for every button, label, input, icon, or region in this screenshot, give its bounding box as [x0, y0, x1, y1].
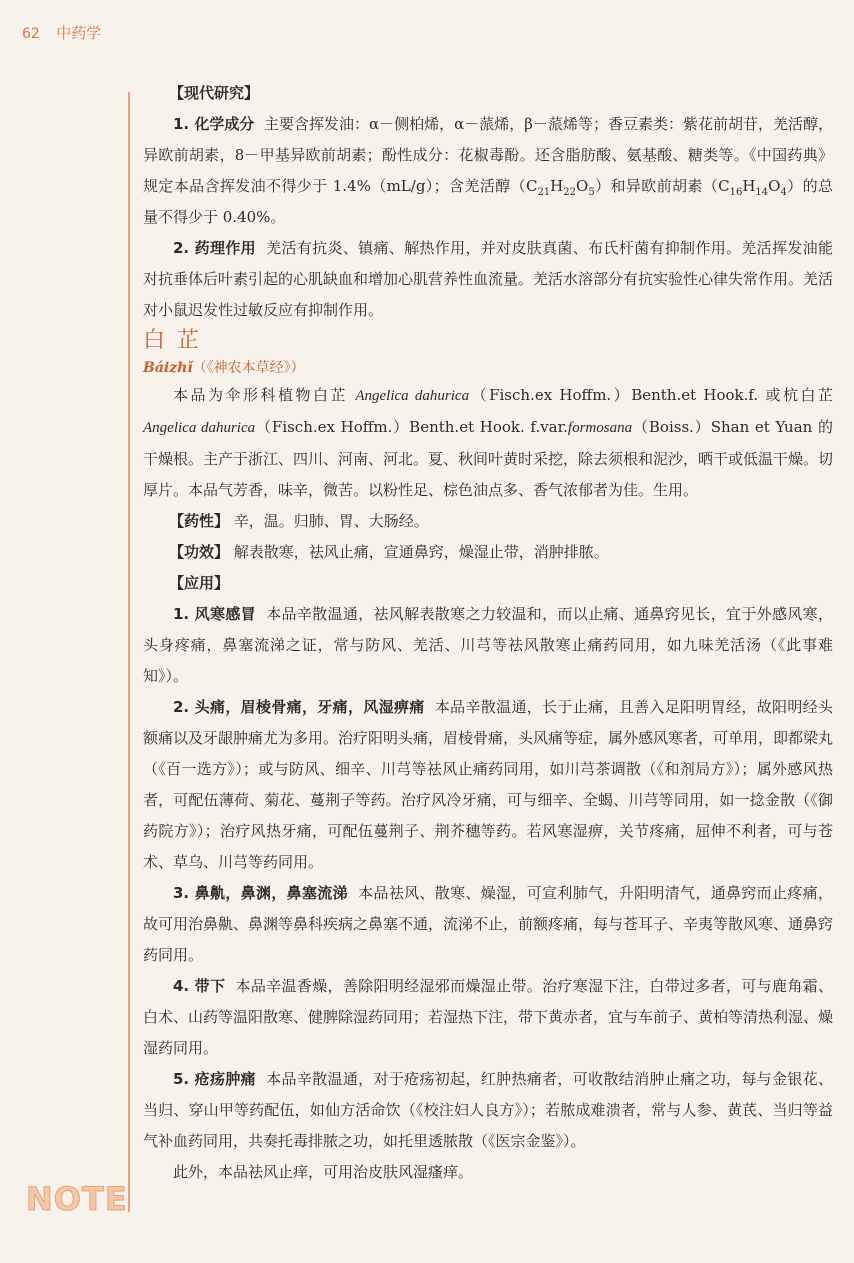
application-label: 【应用】	[169, 574, 230, 592]
efficacy-label: 【功效】	[169, 543, 230, 561]
latin-name: Angelica dahurica	[143, 420, 256, 436]
formula-el: H	[550, 177, 564, 195]
formula-sub: 16	[729, 187, 743, 198]
intro-text: （Fisch.ex Hoffm.）Benth.et Hook.f. 或杭白芷	[469, 386, 833, 404]
latin-name: formosana	[567, 420, 633, 436]
modern-research-heading: 【现代研究】	[169, 84, 260, 102]
nature-label: 【药性】	[169, 512, 230, 530]
latin-name: Angelica dahurica	[355, 388, 470, 404]
intro-text: （Boiss.）Shan et Yuan 的干燥根。主产于浙江、四川、河南、河北。夏、秋间叶黄时采挖，除去须根和泥沙，晒干或低温干燥。切厚片。本品气芳香，味辛，微苦。以粉性足、棕色油点多、香气浓郁者为佳。生用。	[143, 418, 834, 499]
pharmacology-text: 羌活有抗炎、镇痛、解热作用，并对皮肤真菌、布氏杆菌有抑制作用。羌活挥发油能对抗垂体后叶素引起的心肌缺血和增加心肌营养性血流量。羌活水溶部分有抗实验性心律失常作用。羌活对小鼠迟发性过敏反应有抑制作用。	[143, 239, 834, 319]
chemical-composition-paragraph	[143, 109, 833, 233]
herb-title: 白芷	[143, 328, 212, 353]
herb-subtitle	[143, 356, 833, 380]
efficacy-text: 解表散寒，祛风止痛，宣通鼻窍，燥湿止带，消肿排脓。	[233, 543, 609, 561]
use-paragraph	[143, 971, 833, 1064]
herb-pinyin: Báizhǐ	[143, 360, 193, 376]
formula-sub: 4	[780, 187, 787, 198]
herb-intro-paragraph	[143, 380, 833, 506]
use-label: 2. 头痛，眉棱骨痛，牙痛，风湿痹痛	[173, 698, 425, 716]
use-paragraph	[143, 692, 833, 878]
formula-el: O	[576, 177, 589, 195]
use-text: 本品辛散温通，祛风解表散寒之力较温和，而以止痛、通鼻窍见长，宜于外感风寒，头身疼痛，鼻塞流涕之证，常与防风、羌活、川芎等祛风散寒止痛药同用，如九味羌活汤（《此事难知》）。	[143, 605, 833, 685]
chemical-text-3: ）的总量不得少于 0.40%。	[143, 177, 833, 226]
use-label: 1. 风寒感冒	[173, 605, 256, 623]
use-label: 3. 鼻鼽，鼻渊，鼻塞流涕	[173, 884, 348, 902]
use-paragraph	[143, 599, 833, 692]
use-paragraph	[143, 1064, 833, 1157]
formula-sub: 5	[588, 187, 595, 198]
nature-line	[143, 506, 833, 537]
formula-sub: 14	[755, 187, 769, 198]
pharmacology-paragraph	[143, 233, 833, 326]
herb-source: （《神农本草经》）	[192, 360, 305, 376]
use-label: 5. 疮疡肿痛	[173, 1070, 256, 1088]
pharmacology-label: 2. 药理作用	[173, 239, 256, 257]
page-body	[143, 78, 833, 1188]
nature-text: 辛，温。归肺、胃、大肠经。	[233, 512, 429, 530]
use-text: 本品辛散温通，对于疮疡初起，红肿热痛者，可收散结消肿止痛之功，每与金银花、当归、穿山甲等药配伍，如仙方活命饮（《校注妇人良方》）；若脓成难溃者，常与人参、黄芪、当归等益气补血药同用，共奏托毒排脓之功，如托里透脓散（《医宗金鉴》）。	[143, 1070, 833, 1150]
use-text: 本品祛风、散寒、燥湿，可宣利肺气，升阳明清气，通鼻窍而止疼痛，故可用治鼻鼽、鼻渊等鼻科疾病之鼻塞不通，流涕不止，前额疼痛，每与苍耳子、辛夷等散风寒、通鼻窍药同用。	[143, 884, 834, 964]
intro-text: 本品为伞形科植物白芷	[173, 386, 356, 404]
use-label: 4. 带下	[173, 977, 226, 995]
closing-paragraph: 此外，本品祛风止痒，可用治皮肤风湿瘙痒。	[173, 1163, 474, 1181]
page-header	[22, 22, 101, 43]
use-paragraph	[143, 878, 833, 971]
note-watermark: NOTE	[26, 1180, 128, 1218]
application-heading-line	[143, 568, 833, 599]
use-text: 本品辛温香燥，善除阳明经湿邪而燥湿止带。治疗寒湿下注，白带过多者，可与鹿角霜、白术、山药等温阳散寒、健脾除湿药同用；若湿热下注，带下黄赤者，宜与车前子、黄柏等清热利湿、燥湿药同用。	[143, 977, 834, 1057]
formula-el: O	[768, 177, 781, 195]
formula-sub: 22	[563, 187, 576, 198]
formula-sub: 21	[537, 187, 551, 198]
page-number: 62	[22, 26, 40, 42]
intro-text: （Fisch.ex Hoffm.）Benth.et Hook. f.var.	[255, 418, 568, 436]
efficacy-line	[143, 537, 833, 568]
use-text: 本品辛散温通，长于止痛，且善入足阳明胃经，故阳明经头额痛以及牙龈肿痛尤为多用。治疗阳明头痛，眉棱骨痛，头风痛等症，属外感风寒者，可单用，即都梁丸（《百一选方》）；或与防风、细辛、川芎等祛风止痛药同用，如川芎茶调散（《和剂局方》）；属外感风热者，可配伍薄荷、菊花、蔓荆子等药。治疗风冷牙痛，可与细辛、全蝎、川芎等同用，如一捻金散（《御药院方》）；治疗风热牙痛，可配伍蔓荆子、荆芥穗等药。若风寒湿痹，关节疼痛，屈伸不利者，可与苍术、草乌、川芎等药同用。	[143, 698, 834, 871]
chemical-text-1: 主要含挥发油：α－侧柏烯，α－蒎烯，β－蒎烯等；香豆素类：紫花前胡苷，羌活醇，异欧前胡素，8－甲基异欧前胡素；酚性成分：花椒毒酚。还含脂肪酸、氨基酸、糖类等。《中国药典》规定本品含挥发油不得少于 1.4%（mL/g）；含羌活醇（C	[143, 115, 834, 195]
chemical-composition-label: 1. 化学成分	[173, 115, 255, 133]
chemical-text-2: ）和异欧前胡素（C	[594, 177, 730, 195]
book-title: 中药学	[56, 24, 102, 42]
margin-rule	[128, 92, 130, 1212]
formula-el: H	[742, 177, 756, 195]
